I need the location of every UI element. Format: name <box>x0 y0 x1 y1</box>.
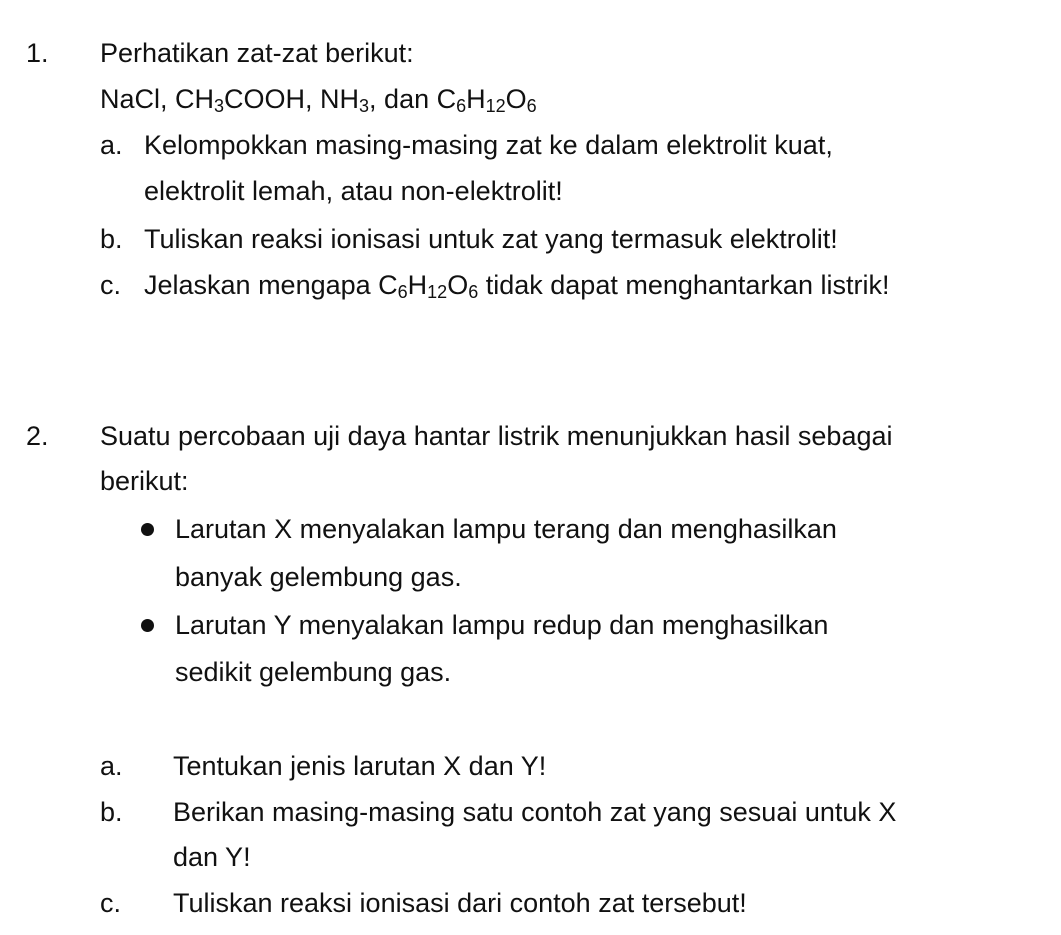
question-2b-line1: Berikan masing-masing satu contoh zat yang sesuai untuk X <box>173 797 897 827</box>
subscript: 6 <box>468 282 479 302</box>
question-1c-text <box>144 268 889 302</box>
question-2c-label: c. <box>100 888 122 918</box>
question-text: Jelaskan mengapa C <box>144 270 398 300</box>
substance-text: COOH, NH <box>224 84 360 114</box>
question-1-number: 1. <box>26 38 49 68</box>
substance-text: O <box>505 84 527 114</box>
bullet-2-line1: Larutan Y menyalakan lampu redup dan menghasilkan <box>175 610 829 640</box>
question-2-intro-line1: Suatu percobaan uji daya hantar listrik menunjukkan hasil sebagai <box>100 421 893 451</box>
bullet-1-line1: Larutan X menyalakan lampu terang dan menghasilkan <box>175 514 837 544</box>
question-1-intro: Perhatikan zat-zat berikut: <box>100 38 414 68</box>
bullet-2-line2: sedikit gelembung gas. <box>175 657 452 687</box>
bullet-1-line2: banyak gelembung gas. <box>175 562 462 592</box>
question-2a-text: Tentukan jenis larutan X dan Y! <box>173 751 547 781</box>
subscript: 6 <box>397 282 408 302</box>
question-1a-line2: elektrolit lemah, atau non-elektrolit! <box>144 176 563 206</box>
substance-text: NaCl, CH <box>100 84 215 114</box>
subscript: 12 <box>485 96 506 116</box>
question-text: H <box>407 270 428 300</box>
question-text: O <box>447 270 469 300</box>
question-2-number: 2. <box>26 421 49 451</box>
subscript: 3 <box>214 96 225 116</box>
question-2-intro-line2: berikut: <box>100 466 189 496</box>
question-1a-line1: Kelompokkan masing-masing zat ke dalam elektrolit kuat, <box>144 130 833 160</box>
subscript: 12 <box>427 282 448 302</box>
substance-text: , dan C <box>369 84 457 114</box>
question-2b-label: b. <box>100 797 123 827</box>
question-2c-text: Tuliskan reaksi ionisasi dari contoh zat tersebut! <box>173 888 747 918</box>
bullet-icon <box>141 523 154 536</box>
question-2a-label: a. <box>100 751 123 781</box>
subscript: 6 <box>526 96 537 116</box>
question-1b-text: Tuliskan reaksi ionisasi untuk zat yang termasuk elektrolit! <box>144 224 838 254</box>
question-text: tidak dapat menghantarkan listrik! <box>478 270 890 300</box>
question-1a-label: a. <box>100 130 123 160</box>
subscript: 6 <box>456 96 467 116</box>
substance-text: H <box>466 84 486 114</box>
question-2b-line2: dan Y! <box>173 842 251 872</box>
bullet-icon <box>141 619 154 632</box>
subscript: 3 <box>359 96 370 116</box>
question-1-substances <box>100 82 537 116</box>
question-1c-label: c. <box>100 270 122 300</box>
question-1b-label: b. <box>100 224 123 254</box>
